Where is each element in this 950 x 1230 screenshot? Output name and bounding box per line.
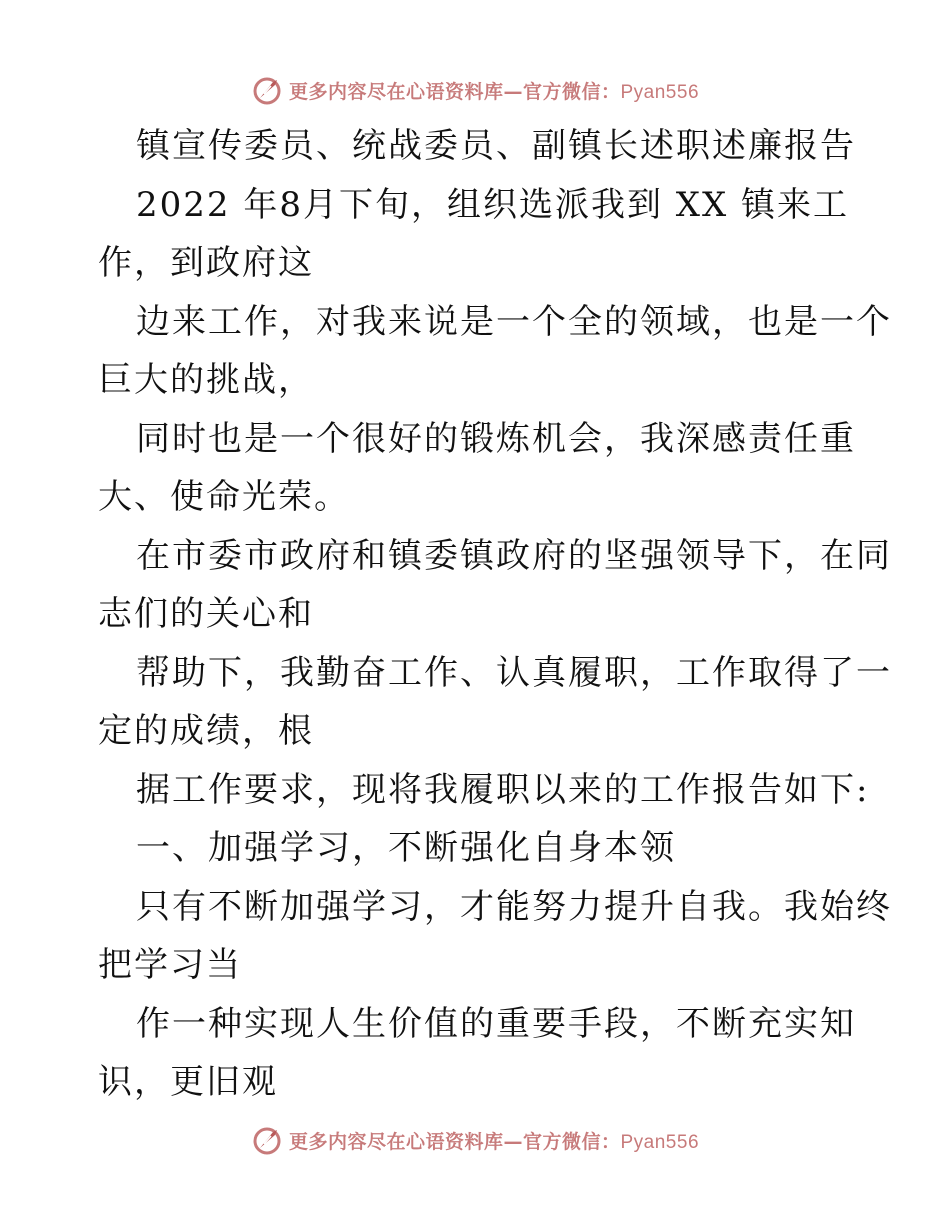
text-line: 定的成绩，根 <box>98 711 314 751</box>
text-line: 边来工作，对我来说是一个全的领域，也是一个 <box>136 301 892 342</box>
text-line: 巨大的挑战， <box>98 360 314 400</box>
header-watermark <box>0 72 950 108</box>
text-line: 作一种实现人生价值的重要手段，不断充实知 <box>136 1003 856 1044</box>
text-line: 一、加强学习，不断强化自身本领 <box>136 828 676 868</box>
watermark-wechat-id: Pyan556 <box>620 1131 700 1153</box>
text-line: 2022 年8月下旬，组织选派我到 XX 镇来工 <box>136 184 849 225</box>
text-line: 作，到政府这 <box>98 243 314 283</box>
text-line: 在市委市政府和镇委镇政府的坚强领导下，在同 <box>136 535 892 576</box>
text-line: 镇宣传委员、统战委员、副镇长述职述廉报告 <box>136 126 856 166</box>
quill-logo-icon <box>251 1124 283 1156</box>
text-line: 大、使命光荣。 <box>98 477 350 517</box>
text-line: 帮助下，我勤奋工作、认真履职，工作取得了一 <box>136 652 892 693</box>
text-line: 同时也是一个很好的锻炼机会，我深感责任重 <box>136 418 856 459</box>
text-line: 把学习当 <box>98 945 242 985</box>
text-line: 识，更旧观 <box>98 1062 278 1102</box>
footer-watermark <box>0 1122 950 1158</box>
watermark-label: 更多内容尽在心语资料库—官方微信： <box>288 1130 621 1153</box>
text-line: 志们的关心和 <box>98 594 314 634</box>
watermark-wechat-id: Pyan556 <box>620 81 700 103</box>
watermark-text <box>289 1127 699 1154</box>
text-line: 据工作要求，现将我履职以来的工作报告如下: <box>136 769 870 810</box>
quill-logo-icon <box>251 74 283 106</box>
document-body <box>98 117 892 1112</box>
watermark-text <box>289 77 699 104</box>
watermark-label: 更多内容尽在心语资料库—官方微信： <box>288 80 621 103</box>
text-line: 只有不断加强学习，才能努力提升自我。我始终 <box>136 886 892 927</box>
